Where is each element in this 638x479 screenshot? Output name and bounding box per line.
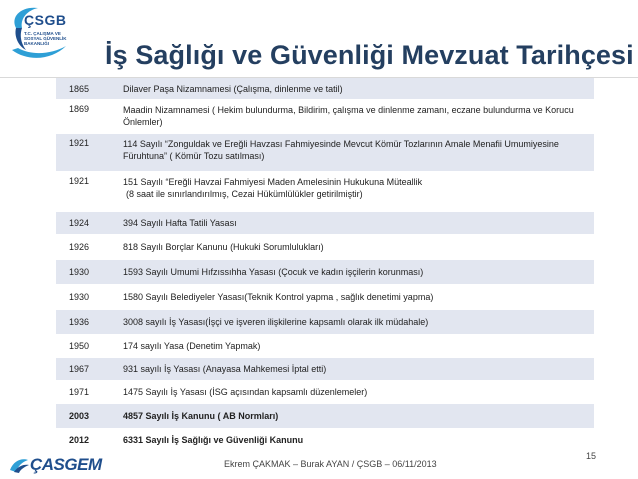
description-cell: 174 sayılı Yasa (Denetim Yapmak) xyxy=(123,341,261,351)
table-row xyxy=(56,260,594,285)
description-cell: 1593 Sayılı Umumi Hıfzıssıhha Yasası (Çocuk ve kadın işçilerin korunması) xyxy=(123,267,424,277)
year-cell: 1926 xyxy=(69,242,90,252)
year-cell: 1936 xyxy=(69,317,90,327)
year-cell: 1921 xyxy=(69,138,90,148)
description-cell: 6331 Sayılı İş Sağlığı ve Güvenliği Kanunu xyxy=(123,435,304,445)
description-cell: Dilaver Paşa Nizamnamesi (Çalışma, dinlenme ve tatil) xyxy=(123,83,343,94)
table-row xyxy=(56,212,594,235)
casgem-logo-text: ÇASGEM xyxy=(30,455,102,474)
year-cell: 2012 xyxy=(69,435,90,445)
logo-name: ÇSGB xyxy=(24,12,67,28)
table-row xyxy=(56,285,594,310)
description-cell: 1475 Sayılı İş Yasası (İSG açısından kapsamlı düzenlemeler) xyxy=(123,387,368,397)
table-row xyxy=(56,235,594,260)
casgem-emblem-icon xyxy=(8,456,30,474)
table-row xyxy=(56,358,594,381)
year-cell: 1865 xyxy=(69,83,90,94)
description-cell: 931 sayılı İş Yasası (Anayasa Mahkemesi İptal etti) xyxy=(123,364,327,374)
logo-subtitle-line: BAKANLIĞI xyxy=(24,41,49,47)
table-row xyxy=(56,429,594,452)
year-cell: 1869 xyxy=(69,104,90,114)
logo-subtitle-line: SOSYAL GÜVENLİK xyxy=(24,36,67,42)
year-cell: 1924 xyxy=(69,218,90,228)
footer-authors: Ekrem ÇAKMAK – Burak AYAN / ÇSGB – 06/11/2013 xyxy=(224,459,437,469)
description-cell: 4857 Sayılı İş Kanunu ( AB Normları) xyxy=(123,411,279,421)
year-cell: 1967 xyxy=(69,364,90,374)
description-cell: 3008 sayılı İş Yasası(İşçi ve işveren ilişkilerine kapsamlı olarak ilk müdahale) xyxy=(123,317,429,327)
logo-subtitle xyxy=(24,31,76,47)
table-row xyxy=(56,134,594,172)
table-row xyxy=(56,381,594,404)
table-row xyxy=(56,172,594,212)
description-cell xyxy=(123,176,594,211)
description-line: (8 saat ile sınırlandırılmış, Cezai Hükümlülükler getirilmiştir) xyxy=(126,189,363,199)
page-title: İş Sağlığı ve Güvenliği Mevzuat Tarihçesi xyxy=(105,40,634,70)
description-line: 151 Sayılı “Ereğli Havzai Fahmiyesi Maden Amelesinin Hukukuna Müteallik xyxy=(123,177,423,187)
year-cell: 1930 xyxy=(69,267,90,277)
description-cell: 114 Sayılı “Zonguldak ve Ereğli Havzası Fahmiyesinde Mevcut Kömür Tozlarının Amale Menafii Umumiyesine Füruhtuna” ( Kömür Tozu satılması) xyxy=(123,139,559,161)
logo-subtitle-line: T.C. ÇALIŞMA VE xyxy=(24,31,61,36)
description-cell: 818 Sayılı Borçlar Kanunu (Hukuki Sorumlulukları) xyxy=(123,242,324,252)
table-row xyxy=(56,78,594,100)
table-row xyxy=(56,100,594,134)
year-cell: 1921 xyxy=(69,176,90,186)
description-cell: 394 Sayılı Hafta Tatili Yasası xyxy=(123,218,237,228)
year-cell: 1930 xyxy=(69,292,90,302)
table-row xyxy=(56,335,594,358)
history-table xyxy=(56,78,594,452)
casgem-logo xyxy=(8,455,102,475)
table-row xyxy=(56,404,594,429)
table-row xyxy=(56,310,594,335)
description-cell: 1580 Sayılı Belediyeler Yasası(Teknik Kontrol yapma , sağlık denetimi yapma) xyxy=(123,292,434,302)
description-cell: Maadin Nizamnamesi ( Hekim bulundurma, Bildirim, çalışma ve dinlenme zamanı, eczane bulundurma ve Korucu Önlemler) xyxy=(123,105,574,127)
year-cell: 2003 xyxy=(69,411,90,421)
year-cell: 1971 xyxy=(69,387,90,397)
page-number: 15 xyxy=(586,451,597,461)
year-cell: 1950 xyxy=(69,341,90,351)
